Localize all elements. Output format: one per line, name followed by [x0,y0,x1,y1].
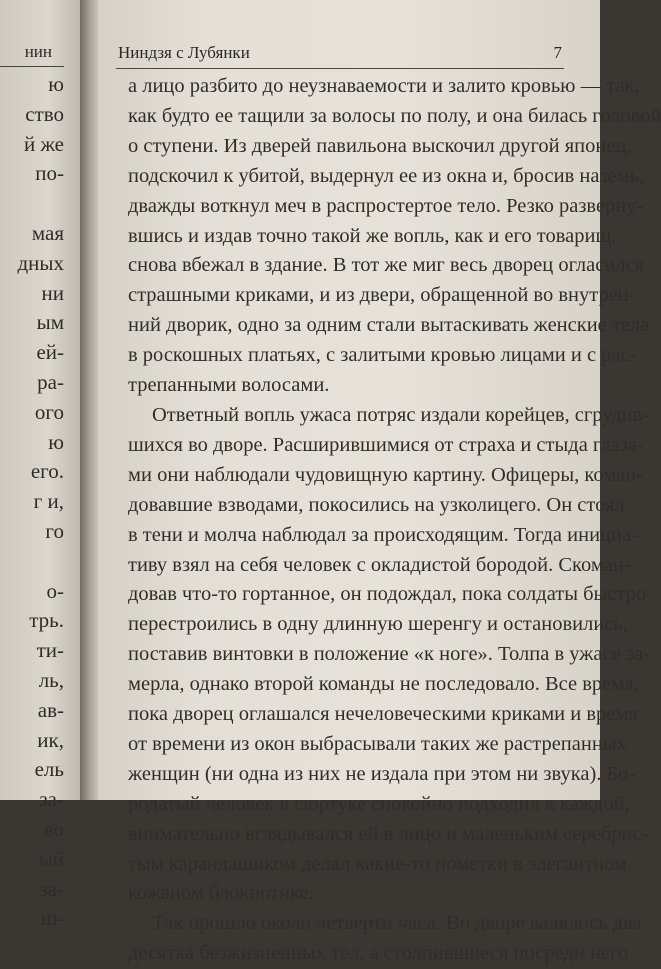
left-running-header [0,38,64,67]
text-line: а лицо разбито до неузнаваемости и залито кровью — так, [128,75,640,97]
text-line: от времени из окон выбрасывали таких же растрепанных [128,732,627,755]
left-line: трь. [29,608,64,633]
left-page [0,0,82,931]
text-line: Так прошло около четверти часа. Во дворе валялось два [152,912,642,935]
text-line: как будто ее тащили за волосы по полу, и она билась головой [128,104,661,127]
book-title: Ниндзя с Лубянки [118,43,250,62]
left-line: ни [41,280,64,305]
text-line: ний дворик, одно за одним стали вытаскивать женские тела [128,314,650,337]
text-line: довав что-то гортанное, он подождал, пока солдаты быстро [128,583,647,606]
running-header [116,42,564,69]
text-line: о ступени. Из дверей павильона выскочил другой японец, [128,134,632,157]
left-line: ав- [37,697,64,722]
text-line: мерла, однако второй команды не последовало. Все время, [128,673,639,696]
left-line: ти- [36,638,64,663]
text-line: женщин (ни одна из них не издала при этом ни звука). Бо- [128,762,636,785]
left-line: мая [31,220,64,245]
left-line: г и, [33,489,64,514]
left-line: за- [39,876,64,901]
left-line: й же [23,131,64,156]
left-line: по- [35,161,64,186]
left-line: ш- [40,906,64,931]
left-page-text [17,70,64,934]
left-line: ль, [38,667,64,692]
left-line: ель [34,757,64,782]
text-line: поставив винтовки в положение «к ноге». Толпа в ужасе за- [128,643,651,666]
text-line: перестроились в одну длинную шеренгу и остановились, [128,613,628,636]
text-line: вшись и издав точно такой же вопль, как и его товарищ, [128,224,617,247]
left-line: ик, [37,727,64,752]
left-line: его. [30,459,64,484]
left-line: во [43,816,64,841]
text-line: довавшие взводами, покосились на узколицего. Он стоял [128,493,625,516]
text-line: родатый человек в сюртуке спокойно подходил к каждой, [128,792,630,815]
left-line: ым [36,310,64,335]
text-line: тым карандашиком делал какие-то пометки в элегантном [128,852,627,875]
text-line: в тени и молча наблюдал за происходящим. Тогда инициа- [128,523,638,546]
left-line [17,547,64,577]
left-line: о- [46,578,64,603]
left-line: ого [34,399,64,424]
text-line: дважды воткнул меч в распростертое тело. Резко разверну- [128,194,644,217]
left-line: дных [17,250,64,275]
left-line: ый [38,846,64,871]
text-line: пока дворец оглашался нечеловеческими криками и время [128,703,638,726]
left-line: ей- [36,340,64,365]
text-line: шихся во дворе. Расширившимися от страха и стыда глаза- [128,433,644,456]
left-line: го [45,518,64,543]
left-line: ство [25,101,64,126]
left-line [17,189,64,219]
text-line: внимательно вглядывался ей в лицо и маленьким серебрис- [128,822,649,845]
text-line: десятка безжизненных тел, а столпившиеся посреди него [128,942,629,965]
text-line: страшными криками, и из двери, обращенной во внутрен- [128,284,636,307]
left-header-fragment: нин [24,42,52,61]
text-line: в роскошных платьях, с залитыми кровью лицами и с рас- [128,344,637,367]
text-line: Ответный вопль ужаса потряс издали корейцев, сгрудив- [152,403,650,426]
text-line: снова вбежал в здание. В тот же миг весь дворец огласился [128,254,645,277]
left-line: за- [39,787,64,812]
text-line: подскочил к убитой, выдернул ее из окна и, бросив наземь, [128,164,645,187]
text-line: тиву взял на себя человек с окладистой бородой. Скоман- [128,553,631,576]
text-line: ми они наблюдали чудовищную картину. Офицеры, коман- [128,463,643,486]
body-text [128,72,661,969]
text-line: трепанными волосами. [128,374,330,397]
left-line: ю [48,429,64,454]
left-line: ю [48,72,64,96]
right-page [98,0,661,965]
text-line: кожаном блокнотике. [128,882,314,905]
page-number: 7 [553,43,562,62]
left-line: ра- [37,369,64,394]
